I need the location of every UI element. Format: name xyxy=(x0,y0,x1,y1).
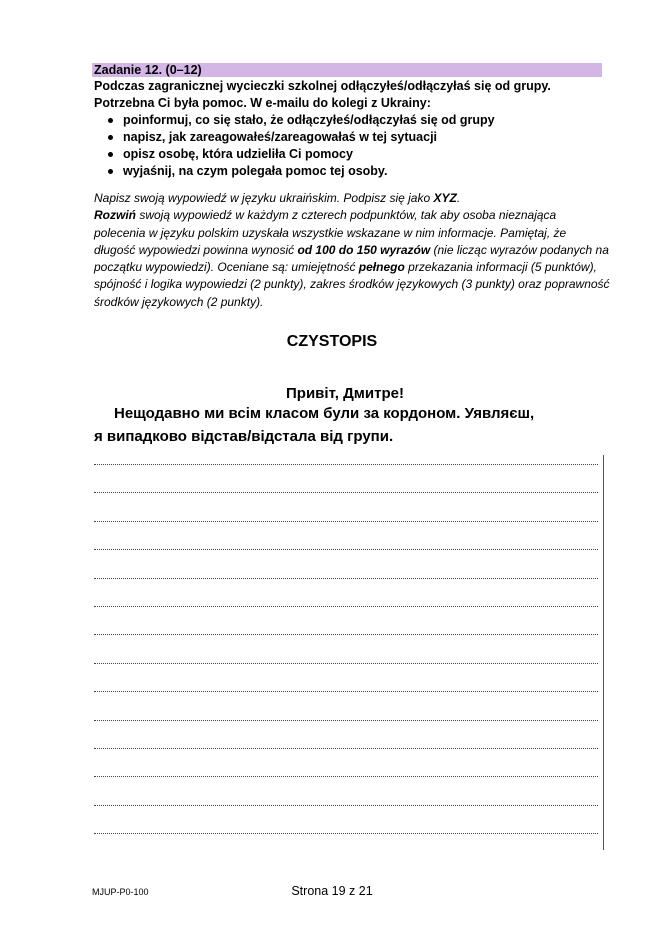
task-bullet-item: poinformuj, co się stało, że odłączyłeś/odłączyłaś się od grupy xyxy=(106,112,606,129)
writing-line[interactable] xyxy=(94,833,598,834)
writing-line[interactable] xyxy=(94,805,598,806)
writing-line[interactable] xyxy=(94,720,598,721)
writing-line[interactable] xyxy=(94,776,598,777)
task-bullet-item: napisz, jak zareagowałeś/zareagowałaś w tej sytuacji xyxy=(106,129,606,146)
writing-line[interactable] xyxy=(94,549,598,550)
letter-line-1: Нещодавно ми всім класом були за кордоном. Уявляєш, xyxy=(114,405,535,422)
writing-line[interactable] xyxy=(94,691,598,692)
task-intro-line-1: Podczas zagranicznej wycieczki szkolnej odłączyłeś/odłączyłaś się od grupy. xyxy=(94,79,551,93)
task-bullet-item: wyjaśnij, na czym polegała pomoc tej osoby. xyxy=(106,163,606,180)
instructions-text: (nie licząc wyrazów podanych na początku wypowiedzi). Oceniane są: umiejętność xyxy=(94,242,609,275)
instructions-paragraph-2 xyxy=(94,207,610,311)
instructions-emphasis: pełnego xyxy=(358,260,405,275)
word-count-requirement: od 100 do 150 wyrazów xyxy=(297,242,431,257)
instructions-text: przekazania informacji (5 punktów), spójność i logika wypowiedzi (2 punkty), zakres środków językowych (3 punkty) oraz poprawność środków językowych (2 punkty). xyxy=(94,260,610,309)
task-header: Zadanie 12. (0–12) xyxy=(92,63,602,77)
writing-line[interactable] xyxy=(94,606,598,607)
letter-line-2: я випадково відстав/відстала від групи. xyxy=(94,428,394,445)
instructions-text: swoją wypowiedź w każdym z czterech podpunktów, tak aby osoba nieznająca polecenia w języku polskim uzyskała wszystkie wskazane w nim informacje. Pamiętaj, że długość wypowiedzi powinna wynosić xyxy=(94,208,567,257)
writing-area-margin-line xyxy=(603,455,604,850)
signature-code: XYZ xyxy=(433,191,457,205)
page-number: Strona 19 z 21 xyxy=(291,884,373,898)
instructions-text: Napisz swoją wypowiedź w języku ukraińskim. Podpisz się jako xyxy=(94,191,434,205)
writing-line[interactable] xyxy=(94,663,598,664)
letter-start xyxy=(94,402,614,448)
czystopis-title: CZYSTOPIS xyxy=(286,333,378,350)
task-bullet-item: opisz osobę, która udzieliła Ci pomocy xyxy=(106,146,606,163)
instructions xyxy=(94,190,610,311)
writing-area[interactable] xyxy=(94,455,606,850)
writing-line[interactable] xyxy=(94,521,598,522)
letter-greeting: Привіт, Дмитре! xyxy=(286,385,404,402)
task-bullet-list xyxy=(106,112,606,180)
writing-line[interactable] xyxy=(94,492,598,493)
writing-line[interactable] xyxy=(94,464,598,465)
writing-line[interactable] xyxy=(94,634,598,635)
instructions-emphasis: Rozwiń xyxy=(94,208,136,223)
writing-line[interactable] xyxy=(94,748,598,749)
instructions-text: . xyxy=(456,191,461,205)
task-body xyxy=(94,78,606,180)
instructions-paragraph-1 xyxy=(94,190,610,207)
task-intro-line-2: Potrzebna Ci była pomoc. W e-mailu do kolegi z Ukrainy: xyxy=(94,96,431,110)
writing-line[interactable] xyxy=(94,578,598,579)
exam-code: MJUP-P0-100 xyxy=(92,887,149,897)
